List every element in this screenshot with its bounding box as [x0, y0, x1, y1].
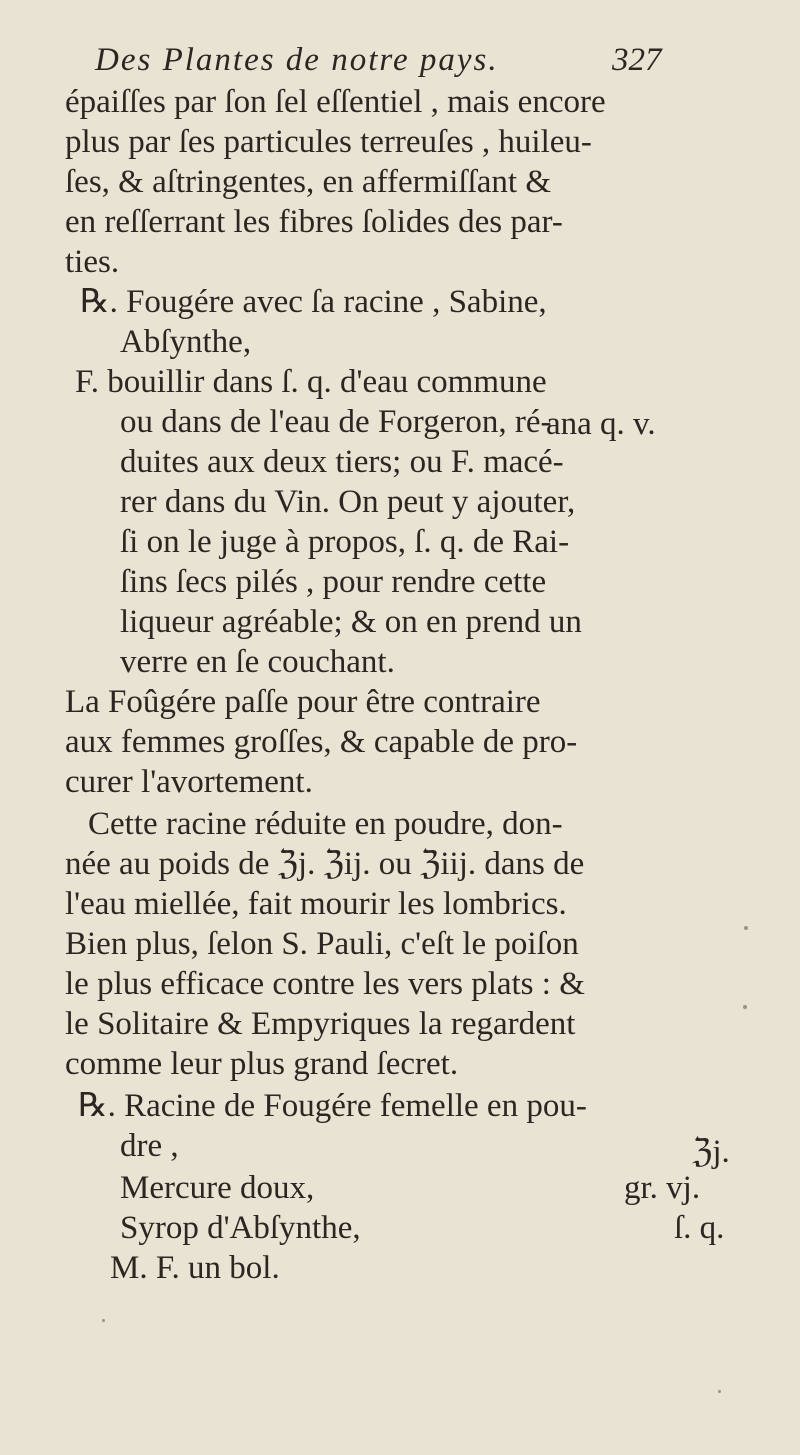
recipe-line: M. F. un bol. — [110, 1250, 280, 1286]
text-line: duites aux deux tiers; ou F. macé- — [120, 444, 564, 480]
recipe-line: ℞. Fougére avec ſa racine , Sabine, — [80, 284, 547, 320]
recipe-amount: gr. vj. — [624, 1170, 701, 1206]
text-line: en reſſerrant les fibres ſolides des par- — [65, 204, 563, 240]
text-line: l'eau miellée, fait mourir les lombrics. — [65, 886, 567, 922]
text-line: plus par ſes particules terreuſes , huileu- — [65, 124, 592, 160]
text-line: aux femmes groſſes, & capable de pro- — [65, 724, 578, 760]
text-line: ſes, & aſtringentes, en affermiſſant & — [65, 164, 551, 200]
text-line: née au poids de ℨj. ℨij. ou ℨiij. dans de — [65, 846, 585, 882]
text-line: ſi on le juge à propos, ſ. q. de Rai- — [120, 524, 570, 560]
text-line: épaiſſes par ſon ſel eſſentiel , mais encore — [65, 84, 606, 120]
recipe-line: Syrop d'Abſynthe, — [120, 1210, 361, 1246]
text-line: Bien plus, ſelon S. Pauli, c'eſt le poiſon — [65, 926, 579, 962]
recipe-amount: ana q. v. — [546, 406, 656, 442]
text-line: le Solitaire & Empyriques la regardent — [65, 1006, 576, 1042]
recipe-line: Abſynthe, — [120, 324, 252, 360]
page-number: 327 — [612, 42, 662, 78]
text-line: comme leur plus grand ſecret. — [65, 1046, 459, 1082]
paper-speck — [743, 1005, 747, 1009]
text-line: ou dans de l'eau de Forgeron, ré- — [120, 404, 552, 440]
text-line: Cette racine réduite en poudre, don- — [88, 806, 563, 842]
text-line: F. bouillir dans ſ. q. d'eau commune — [75, 364, 547, 400]
recipe-line: Mercure doux, — [120, 1170, 315, 1206]
text-line: le plus efficace contre les vers plats : & — [65, 966, 585, 1002]
recipe-amount: ſ. q. — [674, 1210, 725, 1246]
recipe-line: ℞. Racine de Fougére femelle en pou- — [78, 1088, 587, 1124]
text-line: liqueur agréable; & on en prend un — [120, 604, 582, 640]
recipe-amount: ℨj. — [692, 1134, 730, 1170]
recipe-line: dre , — [120, 1128, 179, 1164]
text-line: ties. — [65, 244, 120, 280]
text-line: ſins ſecs pilés , pour rendre cette — [120, 564, 547, 600]
paper-speck — [102, 1319, 105, 1322]
paper-speck — [718, 1390, 721, 1393]
paper-speck — [744, 926, 748, 930]
text-line: La Foûgére paſſe pour être contraire — [65, 684, 541, 720]
page-header — [0, 42, 800, 82]
text-line: verre en ſe couchant. — [120, 644, 395, 680]
running-title: Des Plantes de notre pays. — [95, 42, 499, 78]
text-line: rer dans du Vin. On peut y ajouter, — [120, 484, 576, 520]
text-line: curer l'avortement. — [65, 764, 313, 800]
